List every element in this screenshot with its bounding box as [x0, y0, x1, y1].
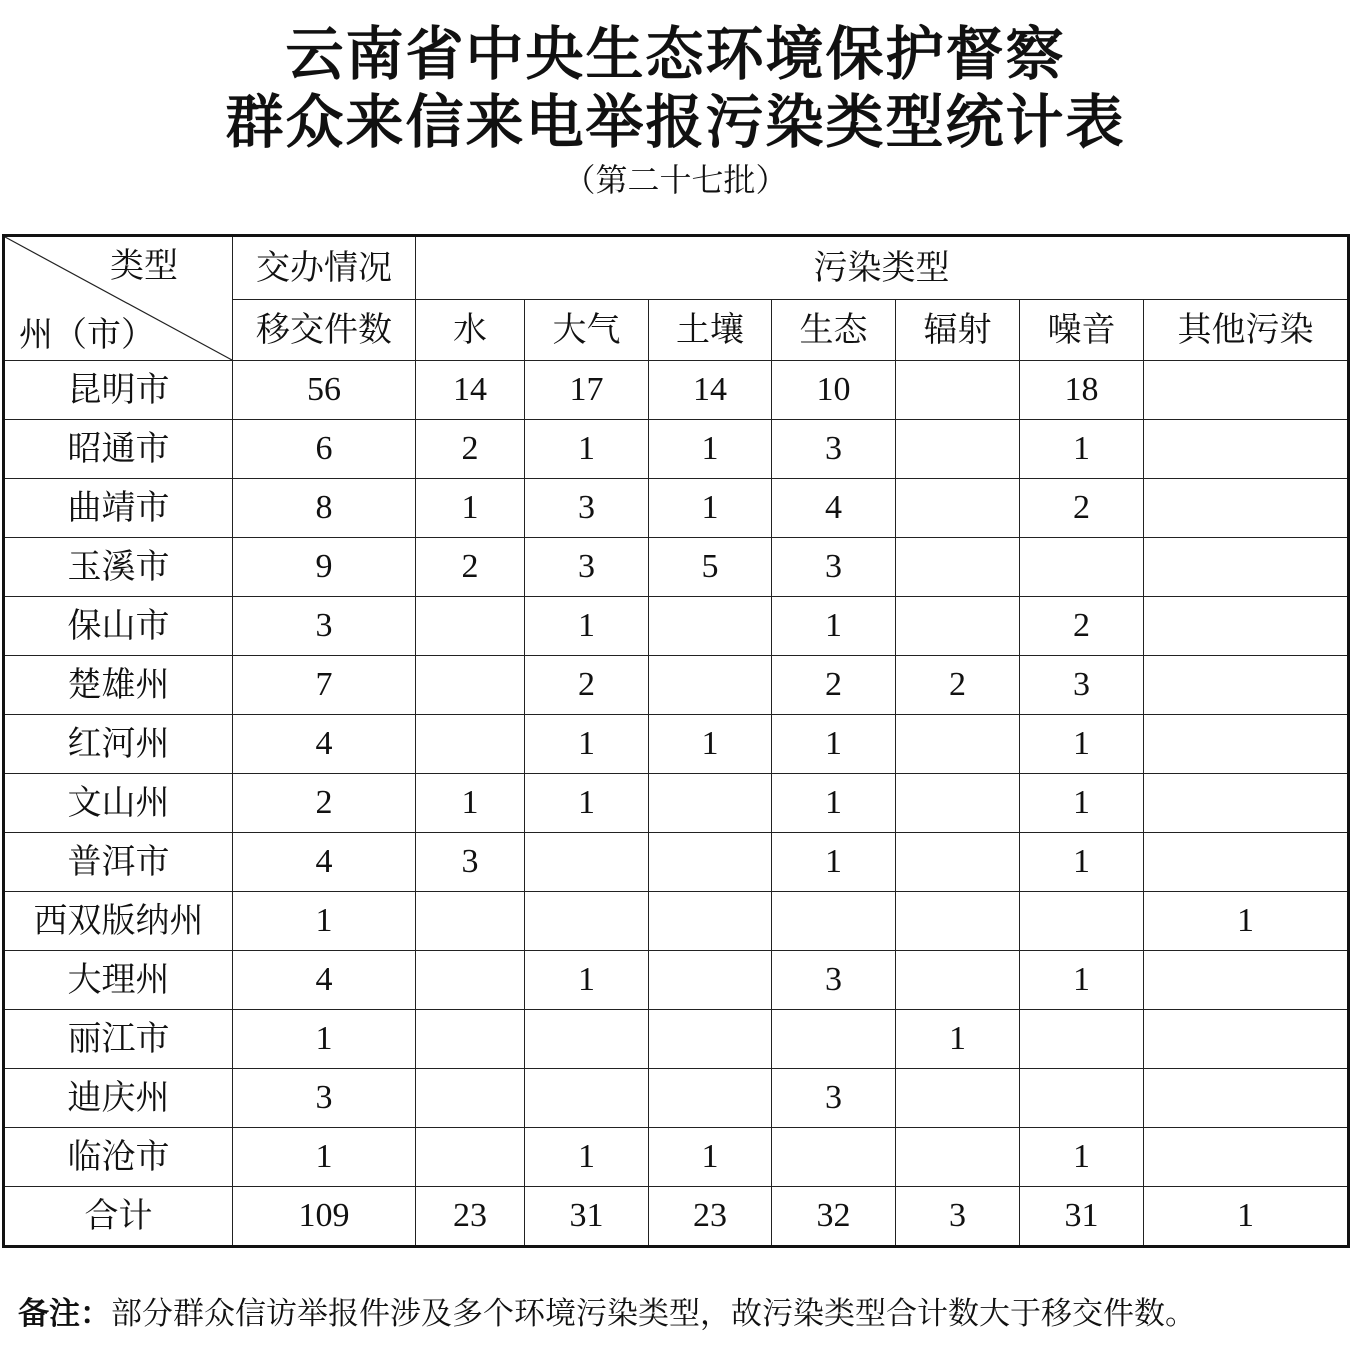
table-cell: 1 [1020, 774, 1144, 833]
table-cell [649, 1069, 772, 1128]
table-cell [649, 597, 772, 656]
col-header-ecology: 生态 [772, 300, 896, 361]
table-cell [416, 1010, 525, 1069]
table-cell: 1 [1144, 892, 1349, 951]
table-cell: 2 [896, 656, 1020, 715]
table-cell [1144, 1128, 1349, 1187]
table-cell: 3 [525, 479, 649, 538]
table-cell: 23 [649, 1187, 772, 1247]
table-row [4, 656, 1349, 715]
table-cell [649, 892, 772, 951]
region-name: 昭通市 [4, 420, 233, 479]
table-cell: 2 [416, 420, 525, 479]
table-cell: 8 [233, 479, 416, 538]
group-header-pollution-type: 污染类型 [416, 236, 1349, 300]
table-cell: 14 [416, 361, 525, 420]
table-cell: 1 [649, 1128, 772, 1187]
table-cell: 2 [416, 538, 525, 597]
table-cell [1020, 892, 1144, 951]
table-cell: 1 [525, 420, 649, 479]
table-cell [896, 597, 1020, 656]
region-name: 大理州 [4, 951, 233, 1010]
region-name: 临沧市 [4, 1128, 233, 1187]
table-cell: 18 [1020, 361, 1144, 420]
region-name: 昆明市 [4, 361, 233, 420]
table-cell [1144, 1010, 1349, 1069]
table-cell [896, 420, 1020, 479]
table-cell [416, 892, 525, 951]
table-cell: 2 [233, 774, 416, 833]
table-cell [772, 1128, 896, 1187]
table-cell [896, 715, 1020, 774]
table-cell: 10 [772, 361, 896, 420]
table-cell: 1 [1020, 420, 1144, 479]
table-cell: 56 [233, 361, 416, 420]
table-cell [649, 951, 772, 1010]
table-cell: 2 [1020, 479, 1144, 538]
table-cell: 9 [233, 538, 416, 597]
table-cell [525, 833, 649, 892]
table-cell: 3 [525, 538, 649, 597]
table-cell [1144, 833, 1349, 892]
table-cell [896, 833, 1020, 892]
table-cell [1144, 1069, 1349, 1128]
table-cell: 1 [1020, 833, 1144, 892]
table-cell [1144, 715, 1349, 774]
table-cell [896, 479, 1020, 538]
table-cell: 1 [1020, 1128, 1144, 1187]
table-cell: 1 [649, 420, 772, 479]
table-cell: 2 [525, 656, 649, 715]
table-cell: 4 [233, 715, 416, 774]
col-header-count: 移交件数 [233, 300, 416, 361]
footnote-label: 备注： [18, 1296, 111, 1332]
region-name: 楚雄州 [4, 656, 233, 715]
region-name: 西双版纳州 [4, 892, 233, 951]
table-cell [896, 774, 1020, 833]
table-cell: 7 [233, 656, 416, 715]
table-row [4, 833, 1349, 892]
total-row [4, 1187, 1349, 1247]
table-row [4, 361, 1349, 420]
table-cell: 1 [772, 715, 896, 774]
table-cell [896, 951, 1020, 1010]
table-cell [525, 892, 649, 951]
table-cell: 32 [772, 1187, 896, 1247]
table-cell: 3 [772, 1069, 896, 1128]
table-cell: 1 [233, 1010, 416, 1069]
table-row [4, 774, 1349, 833]
table-cell [1144, 656, 1349, 715]
table-cell: 109 [233, 1187, 416, 1247]
table-cell: 1 [1144, 1187, 1349, 1247]
table-cell: 1 [896, 1010, 1020, 1069]
region-name: 迪庆州 [4, 1069, 233, 1128]
table-row [4, 597, 1349, 656]
region-name: 保山市 [4, 597, 233, 656]
table-cell [1144, 597, 1349, 656]
header-row-1 [4, 236, 1349, 300]
table-row [4, 538, 1349, 597]
table-cell [896, 538, 1020, 597]
table-cell: 1 [416, 479, 525, 538]
region-name: 普洱市 [4, 833, 233, 892]
table-cell [1144, 479, 1349, 538]
table-cell [1144, 774, 1349, 833]
total-label: 合计 [4, 1187, 233, 1247]
corner-label-type: 类型 [110, 246, 178, 286]
table-cell [772, 892, 896, 951]
table-cell [896, 1069, 1020, 1128]
table-cell [525, 1069, 649, 1128]
table-cell [1020, 1010, 1144, 1069]
table-cell: 3 [233, 1069, 416, 1128]
table-cell [1144, 538, 1349, 597]
table-cell [416, 1069, 525, 1128]
table-cell [416, 656, 525, 715]
table-row [4, 715, 1349, 774]
table-cell [649, 833, 772, 892]
table-cell: 1 [1020, 715, 1144, 774]
region-name: 红河州 [4, 715, 233, 774]
corner-label-region: 州（市） [19, 315, 155, 355]
table-cell: 1 [772, 597, 896, 656]
table-cell: 1 [525, 1128, 649, 1187]
table-cell [1144, 951, 1349, 1010]
region-name: 玉溪市 [4, 538, 233, 597]
table-cell [896, 892, 1020, 951]
title-line-1: 云南省中央生态环境保护督察 [285, 20, 1066, 88]
table-cell: 1 [525, 715, 649, 774]
table-cell: 3 [233, 597, 416, 656]
table-cell: 3 [772, 951, 896, 1010]
table-cell: 2 [1020, 597, 1144, 656]
table-row [4, 1128, 1349, 1187]
table-cell: 1 [233, 1128, 416, 1187]
footnote [18, 1294, 1348, 1334]
table-cell: 1 [772, 774, 896, 833]
region-name: 文山州 [4, 774, 233, 833]
table-cell: 3 [1020, 656, 1144, 715]
table-cell: 5 [649, 538, 772, 597]
col-header-air: 大气 [525, 300, 649, 361]
corner-header-cell [4, 236, 233, 361]
table-cell: 1 [233, 892, 416, 951]
table-cell [649, 1010, 772, 1069]
statistics-table [2, 234, 1350, 1248]
table-cell: 2 [772, 656, 896, 715]
table-cell [772, 1010, 896, 1069]
table-cell: 23 [416, 1187, 525, 1247]
table-cell: 4 [233, 951, 416, 1010]
table-cell: 1 [772, 833, 896, 892]
table-cell [416, 951, 525, 1010]
col-header-soil: 土壤 [649, 300, 772, 361]
table-cell: 1 [525, 774, 649, 833]
table-cell [896, 361, 1020, 420]
col-header-other: 其他污染 [1144, 300, 1349, 361]
table-cell [416, 597, 525, 656]
region-name: 曲靖市 [4, 479, 233, 538]
table-cell: 17 [525, 361, 649, 420]
col-header-noise: 噪音 [1020, 300, 1144, 361]
footnote-text: 部分群众信访举报件涉及多个环境污染类型，故污染类型合计数大于移交件数。 [111, 1296, 1196, 1332]
table-cell: 3 [416, 833, 525, 892]
table-row [4, 479, 1349, 538]
table-cell: 3 [772, 538, 896, 597]
table-cell: 31 [1020, 1187, 1144, 1247]
table-cell: 4 [772, 479, 896, 538]
table-cell: 1 [525, 951, 649, 1010]
table-cell [525, 1010, 649, 1069]
table-cell: 14 [649, 361, 772, 420]
table-row [4, 1010, 1349, 1069]
table-cell: 3 [772, 420, 896, 479]
table-cell: 6 [233, 420, 416, 479]
table-cell [1020, 538, 1144, 597]
table-cell [416, 715, 525, 774]
subtitle: （第二十七批） [563, 161, 788, 199]
table-row [4, 951, 1349, 1010]
table-cell [416, 1128, 525, 1187]
title-line-2: 群众来信来电举报污染类型统计表 [225, 88, 1126, 156]
group-header-assigned: 交办情况 [233, 236, 416, 300]
col-header-radiation: 辐射 [896, 300, 1020, 361]
table-cell: 4 [233, 833, 416, 892]
table-cell: 1 [525, 597, 649, 656]
table-cell [896, 1128, 1020, 1187]
table-cell: 1 [416, 774, 525, 833]
table-cell [1144, 420, 1349, 479]
region-name: 丽江市 [4, 1010, 233, 1069]
table-cell: 3 [896, 1187, 1020, 1247]
table-cell: 1 [649, 479, 772, 538]
table-cell [649, 774, 772, 833]
table-cell: 31 [525, 1187, 649, 1247]
table-cell: 1 [649, 715, 772, 774]
col-header-water: 水 [416, 300, 525, 361]
table-cell [1144, 361, 1349, 420]
table-row [4, 420, 1349, 479]
table-row [4, 1069, 1349, 1128]
table-cell [649, 656, 772, 715]
table-cell [1020, 1069, 1144, 1128]
table-cell: 1 [1020, 951, 1144, 1010]
table-row [4, 892, 1349, 951]
